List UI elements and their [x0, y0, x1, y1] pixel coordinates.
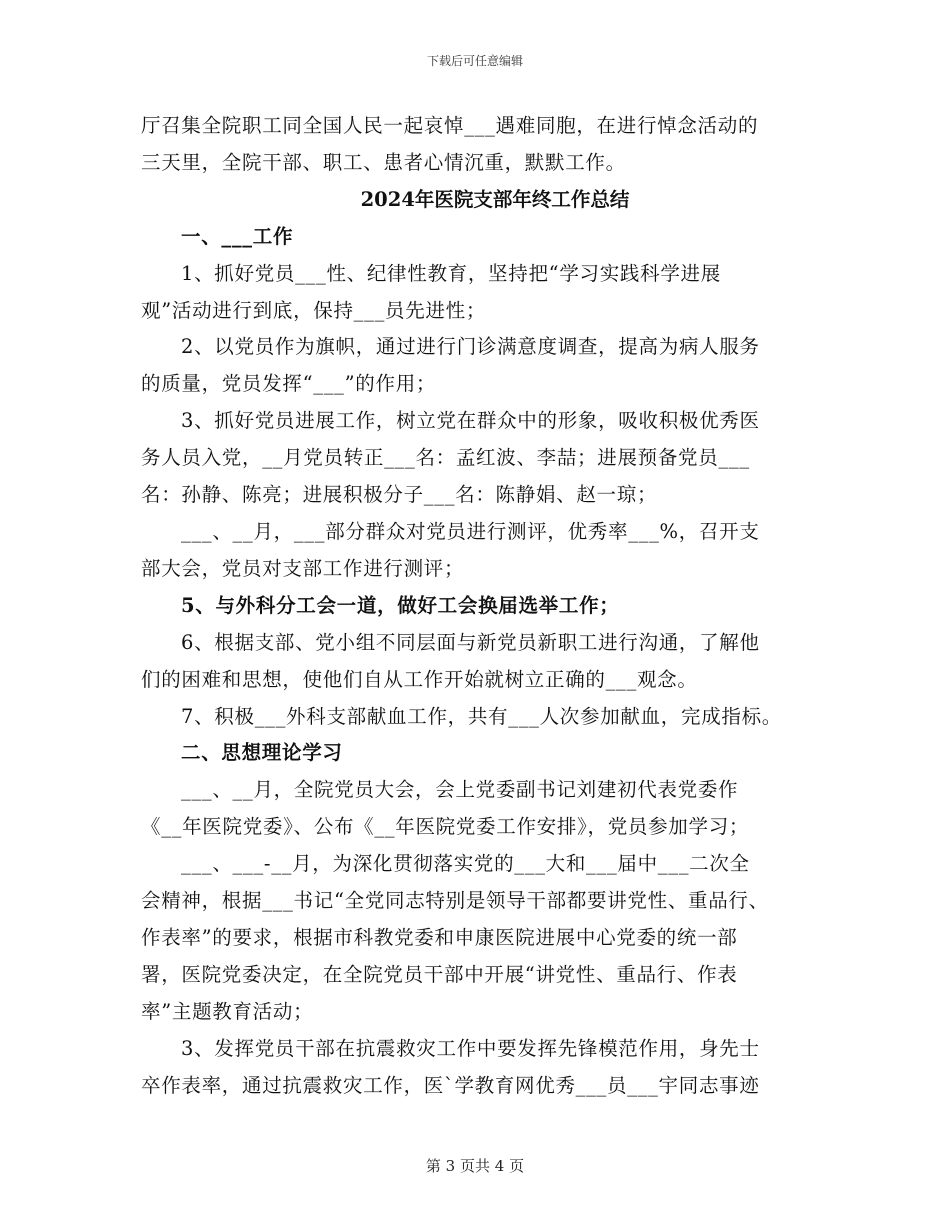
section-heading: 一、___工作 — [181, 224, 294, 248]
body-line: 率”主题教育活动； — [141, 999, 314, 1023]
body-line: 务人员入党，__月党员转正___名：孟红波、李喆；进展预备党员___ — [141, 446, 750, 470]
section-heading: 二、思想理论学习 — [181, 741, 343, 765]
body-line: 3、发挥党员干部在抗震救灾工作中要发挥先锋模范作用，身先士 — [181, 1036, 760, 1060]
page-header-note: 下载后可任意编辑 — [426, 54, 523, 68]
body-line: 三天里，全院干部、职工、患者心情沉重，默默工作。 — [141, 150, 626, 174]
document-title: 2024年医院支部年终工作总结 — [360, 187, 630, 211]
body-line: ___、__月，全院党员大会，会上党委副书记刘建初代表党委作 — [181, 778, 739, 802]
body-line: ___、__月，___部分群众对党员进行测评，优秀率___%，召开支 — [181, 519, 760, 543]
body-line: 部大会，党员对支部工作进行测评； — [141, 556, 465, 580]
body-line: 3、抓好党员进展工作，树立党在群众中的形象，吸收积极优秀医 — [181, 409, 760, 433]
body-line: 名：孙静、陈亮；进展积极分子___名：陈静娟、赵一琼； — [141, 483, 658, 507]
body-line: 会精神，根据___书记“全党同志特别是领导干部都要讲党性、重品行、 — [141, 889, 769, 913]
body-line: 6、根据支部、党小组不同层面与新党员新职工进行沟通，了解他 — [181, 630, 760, 654]
document-body — [141, 108, 809, 1104]
body-line: ___、___-__月，为深化贯彻落实党的___大和___届中___二次全 — [181, 852, 750, 876]
body-line: 们的困难和思想，使他们自从工作开始就树立正确的___观念。 — [141, 667, 698, 691]
body-line: 5、与外科分工会一道，做好工会换届选举工作； — [181, 593, 620, 617]
body-line: 卒作表率，通过抗震救灾工作，医`学教育网优秀___员___宇同志事迹 — [141, 1073, 760, 1097]
body-line: 《__年医院党委》、公布《__年医院党委工作安排》，党员参加学习； — [141, 815, 750, 839]
body-line: 7、积极___外科支部献血工作，共有___人次参加献血，完成指标。 — [181, 704, 783, 728]
body-line: 厅召集全院职工同全国人民一起哀悼___遇难同胞，在进行悼念活动的 — [141, 114, 759, 137]
page-number: 第 3 页共 4 页 — [425, 1157, 525, 1175]
body-line: 观”活动进行到底，保持___员先进性； — [141, 298, 487, 322]
body-line: 作表率”的要求，根据市科教党委和申康医院进展中心党委的统一部 — [141, 925, 738, 949]
body-line: 1、抓好党员___性、纪律性教育，坚持把“学习实践科学进展 — [181, 261, 721, 285]
body-line: 的质量，党员发挥“___”的作用； — [141, 372, 437, 396]
body-line: 署，医院党委决定，在全院党员干部中开展“讲党性、重品行、作表 — [141, 962, 738, 986]
body-line: 2、以党员作为旗帜，通过进行门诊满意度调查，提高为病人服务 — [181, 335, 760, 359]
